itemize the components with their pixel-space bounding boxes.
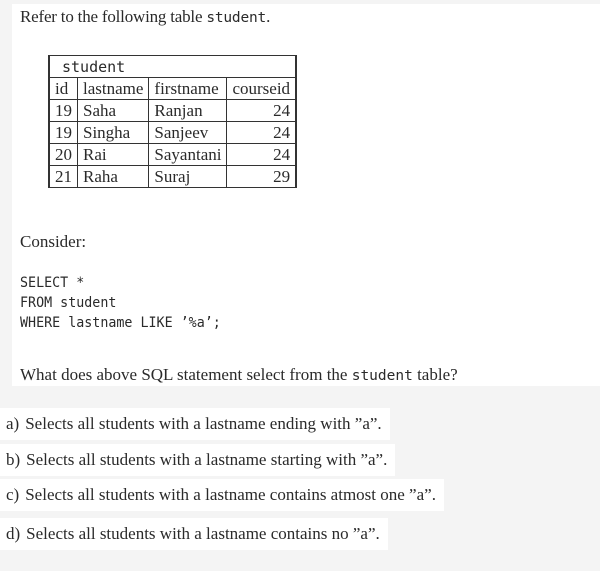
- option-letter: d): [6, 524, 21, 543]
- option-text: Selects all students with a lastname contains atmost one ”a”.: [25, 485, 436, 504]
- option-text: Selects all students with a lastname starting with ”a”.: [26, 450, 388, 469]
- option-b[interactable]: [0, 444, 395, 476]
- cell-id: 19: [49, 122, 78, 144]
- table-row: [49, 122, 296, 144]
- sql-code-block: [20, 273, 221, 333]
- cell-id: 21: [49, 166, 78, 188]
- intro-prefix: Refer to the following table: [20, 7, 207, 26]
- cell-firstname: Ranjan: [149, 100, 227, 122]
- cell-firstname: Suraj: [149, 166, 227, 188]
- cell-lastname: Singha: [78, 122, 149, 144]
- cell-id: 19: [49, 100, 78, 122]
- option-letter: a): [6, 414, 20, 433]
- option-text: Selects all students with a lastname contains no ”a”.: [26, 524, 380, 543]
- column-header-id: id: [49, 78, 78, 100]
- cell-courseid: 24: [227, 122, 296, 144]
- cell-lastname: Rai: [78, 144, 149, 166]
- cell-lastname: Raha: [78, 166, 149, 188]
- intro-table-name: student: [206, 10, 267, 26]
- cell-firstname: Sayantani: [149, 144, 227, 166]
- column-header-lastname: lastname: [78, 78, 149, 100]
- question-text: [20, 365, 458, 385]
- table-caption: student: [49, 56, 296, 78]
- table-row: [49, 166, 296, 188]
- table-caption-row: [49, 56, 296, 78]
- table-row: [49, 100, 296, 122]
- option-letter: b): [6, 450, 21, 469]
- sql-line-where: WHERE lastname LIKE ’%a’;: [20, 315, 221, 331]
- cell-courseid: 24: [227, 100, 296, 122]
- intro-text: [20, 7, 270, 27]
- option-letter: c): [6, 485, 20, 504]
- question-before: What does above SQL statement select from the: [20, 365, 352, 384]
- cell-firstname: Sanjeev: [149, 122, 227, 144]
- cell-lastname: Saha: [78, 100, 149, 122]
- sql-line-from: FROM student: [20, 295, 117, 311]
- sql-line-select: SELECT *: [20, 275, 85, 291]
- intro-end: .: [266, 7, 271, 26]
- column-header-firstname: firstname: [149, 78, 227, 100]
- option-c[interactable]: [0, 479, 444, 511]
- column-header-courseid: courseid: [227, 78, 296, 100]
- cell-courseid: 24: [227, 144, 296, 166]
- consider-label: Consider:: [20, 232, 87, 251]
- table-row: [49, 144, 296, 166]
- question-after: table?: [412, 365, 458, 384]
- table-header-row: [49, 78, 296, 100]
- student-table: [48, 55, 297, 188]
- question-table-name: student: [351, 368, 413, 384]
- option-a[interactable]: [0, 408, 390, 440]
- cell-id: 20: [49, 144, 78, 166]
- option-d[interactable]: [0, 518, 388, 550]
- cell-courseid: 29: [227, 166, 296, 188]
- option-text: Selects all students with a lastname ending with ”a”.: [25, 414, 382, 433]
